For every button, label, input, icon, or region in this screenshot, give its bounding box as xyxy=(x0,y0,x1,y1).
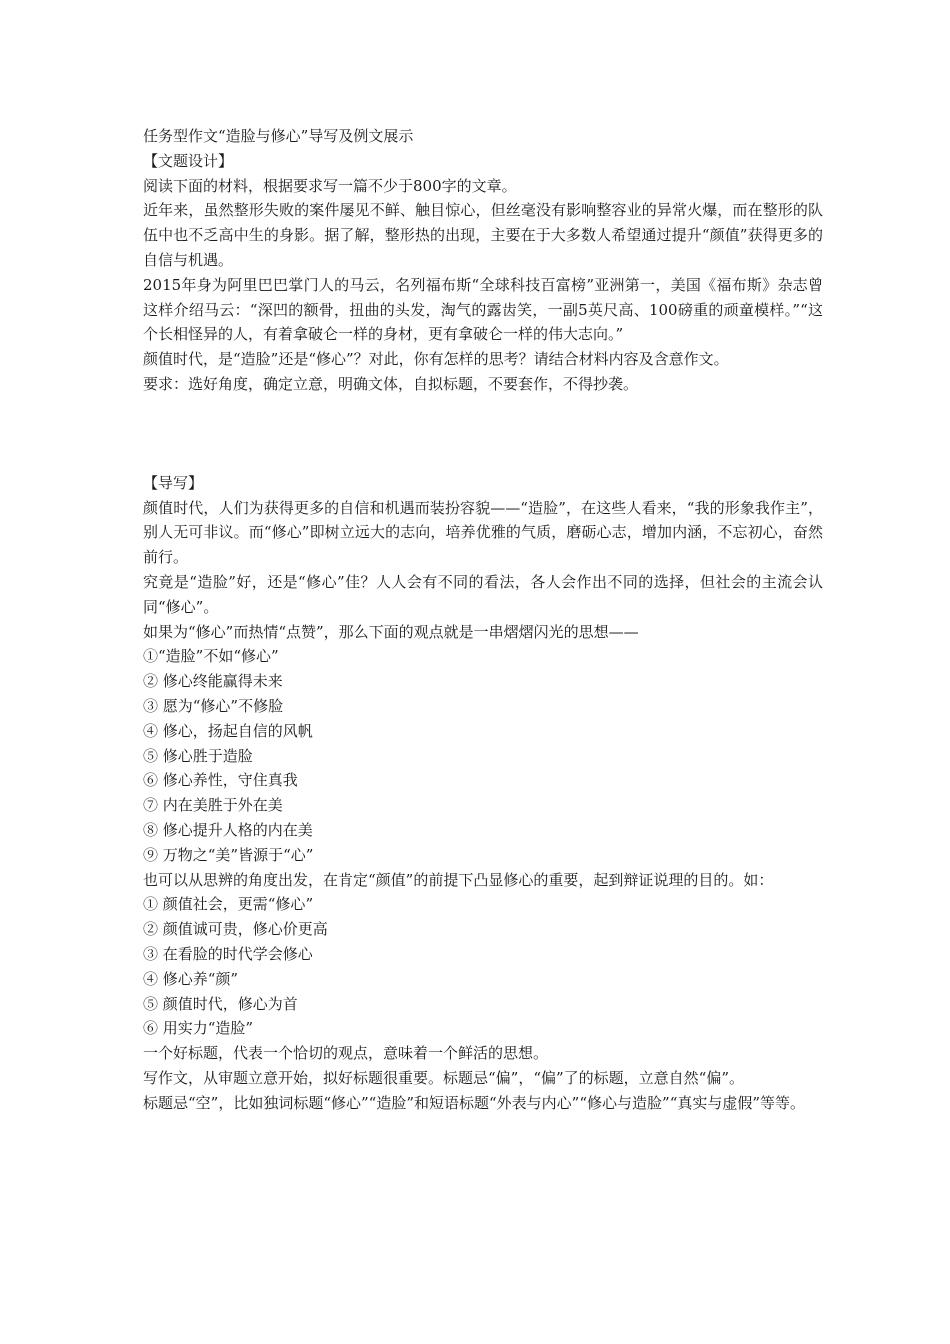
list-item: ①“造脸”不如“修心” xyxy=(143,647,279,666)
list-item: ⑧ 修心提升人格的内在美 xyxy=(143,820,313,839)
list-item: ② 修心终能赢得未来 xyxy=(143,672,283,691)
material-paragraph-1: 近年来，虽然整形失败的案件屡见不鲜、触目惊心，但丝毫没有影响整容业的异常火爆，而在整形的队伍中也不乏高中生的身影。据了解，整形热的出现，主要在于大多数人希望通过提升“颜值”获得更多的自信与机遇。 xyxy=(143,201,823,269)
list-item: ⑨ 万物之“美”皆源于“心” xyxy=(143,845,314,864)
document-page xyxy=(143,124,823,1115)
list-item: ⑦ 内在美胜于外在美 xyxy=(143,796,283,815)
closing-paragraph-2: 写作文，从审题立意开始，拟好标题很重要。标题忌“偏”，“偏”了的标题，立意自然“偏”。 xyxy=(143,1068,745,1087)
guidance-paragraph-3: 如果为“修心”而热情“点赞”，那么下面的观点就是一串熠熠闪光的思想—— xyxy=(143,622,639,641)
closing-paragraph-3: 标题忌“空”，比如独词标题“修心”“造脸”和短语标题“外表与内心”“修心与造脸”“真实与虚假”等等。 xyxy=(143,1093,806,1112)
title-list-2 xyxy=(143,892,823,1041)
document-title: 任务型作文“造脸与修心”导写及例文展示 xyxy=(143,127,414,145)
requirements-paragraph: 要求：选好角度，确定立意，明确文体，自拟标题，不要套作，不得抄袭。 xyxy=(143,374,639,393)
list-item: ② 颜值诚可贵，修心价更高 xyxy=(143,920,328,939)
list-item: ① 颜值社会，更需“修心” xyxy=(143,895,314,914)
section-spacer xyxy=(143,397,823,471)
list-item: ④ 修心，扬起自信的风帆 xyxy=(143,721,313,740)
list-item: ③ 愿为“修心”不修脸 xyxy=(143,696,284,715)
guidance-section xyxy=(143,471,823,1116)
section-heading-topic-design: 【文题设计】 xyxy=(143,151,234,170)
guidance-paragraph-2: 究竟是“造脸”好，还是“修心”佳？人人会有不同的看法，各人会作出不同的选择，但社会的主流会认同“修心”。 xyxy=(143,572,823,616)
topic-design-section xyxy=(143,149,823,397)
list-item: ⑥ 修心养性，守住真我 xyxy=(143,771,298,790)
section-heading-guidance: 【导写】 xyxy=(143,473,204,492)
instruction-paragraph: 阅读下面的材料，根据要求写一篇不少于800字的文章。 xyxy=(143,176,517,195)
closing-paragraph-1: 一个好标题，代表一个恰切的观点，意味着一个鲜活的思想。 xyxy=(143,1044,549,1063)
list-item: ④ 修心养“颜” xyxy=(143,969,239,988)
question-paragraph: 颜值时代，是“造脸”还是“修心”？对此，你有怎样的思考？请结合材料内容及含意作文。 xyxy=(143,350,729,369)
list-item: ⑤ 颜值时代，修心为首 xyxy=(143,994,298,1013)
dialectic-paragraph: 也可以从思辨的角度出发，在肯定“颜值”的前提下凸显修心的重要，起到辩证说理的目的。如： xyxy=(143,870,774,889)
list-item: ⑤ 修心胜于造脸 xyxy=(143,746,253,765)
material-paragraph-2: 2015年身为阿里巴巴掌门人的马云，名列福布斯“全球科技百富榜”亚洲第一，美国《福布斯》杂志曾这样介绍马云：“深凹的额骨，扭曲的头发，淘气的露齿笑，一副5英尺高、100磅重的顽童模样。”“这个长相怪异的人，有着拿破仑一样的身材，更有拿破仑一样的伟大志向。” xyxy=(143,275,823,344)
title-list-1 xyxy=(143,644,823,867)
guidance-paragraph-1: 颜值时代，人们为获得更多的自信和机遇而装扮容貌——“造脸”，在这些人看来，“我的形象我作主”，别人无可非议。而“修心”即树立远大的志向，培养优雅的气质，磨砺心志，增加内涵，不忘初心，奋然前行。 xyxy=(143,498,823,567)
list-item: ③ 在看脸的时代学会修心 xyxy=(143,944,313,963)
list-item: ⑥ 用实力“造脸” xyxy=(143,1019,254,1038)
